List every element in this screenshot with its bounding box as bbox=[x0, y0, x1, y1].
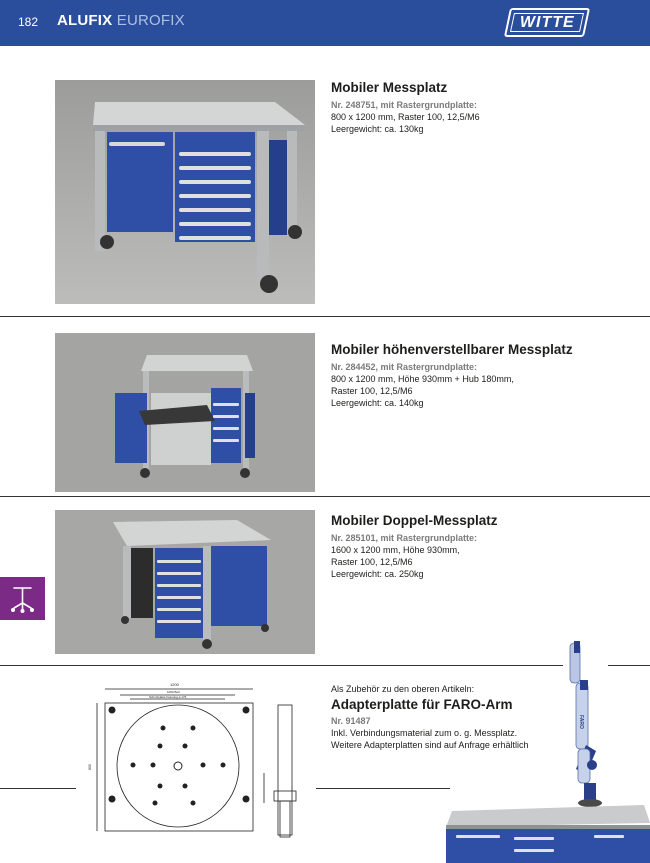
product-weight: Leergewicht: ca. 140kg bbox=[331, 398, 424, 408]
dim-width: 1200 bbox=[170, 682, 179, 687]
product-title: Mobiler höhenverstellbarer Messplatz bbox=[331, 342, 573, 357]
accessory-intro: Als Zubehör zu den oberen Artikeln: bbox=[331, 684, 475, 694]
dim-height: 800 bbox=[88, 764, 92, 770]
faro-label: FARO bbox=[578, 715, 584, 729]
brand-bold: ALUFIX bbox=[57, 12, 113, 29]
trolley-icon bbox=[0, 577, 45, 620]
product-spec: Inkl. Verbindungsmaterial zum o. g. Messplatz. bbox=[331, 728, 518, 738]
product-number: Nr. 248751, mit Rastergrundplatte: bbox=[331, 100, 478, 110]
dim-bolt: 1000 Bolt bbox=[167, 690, 180, 694]
product-block-1 bbox=[331, 79, 631, 135]
brand-light: EUROFIX bbox=[116, 12, 185, 29]
dim-socket: Schutzplatte Fassung ø 176 bbox=[149, 695, 187, 699]
brand-title bbox=[57, 12, 185, 29]
product-weight: Leergewicht: ca. 130kg bbox=[331, 124, 424, 134]
product-number: Nr. 91487 bbox=[331, 716, 371, 726]
product-spec: 800 x 1200 mm, Raster 100, 12,5/M6 bbox=[331, 112, 480, 122]
product-block-3 bbox=[331, 512, 631, 580]
logo-text: WITTE bbox=[519, 13, 575, 31]
section-divider bbox=[0, 788, 76, 789]
page-number: 182 bbox=[18, 15, 39, 29]
product-photo-messplatz bbox=[55, 80, 315, 304]
product-spec: 800 x 1200 mm, Höhe 930mm + Hub 180mm, bbox=[331, 374, 514, 384]
product-block-2 bbox=[331, 341, 631, 409]
faro-arm-photo bbox=[446, 635, 650, 863]
witte-logo bbox=[504, 8, 590, 37]
section-divider bbox=[0, 316, 650, 317]
product-spec: Raster 100, 12,5/M6 bbox=[331, 386, 413, 396]
product-title: Adapterplatte für FARO-Arm bbox=[331, 697, 513, 712]
product-spec: Weitere Adapterplatten sind auf Anfrage erhältlich bbox=[331, 740, 529, 750]
section-divider bbox=[316, 788, 450, 789]
product-number: Nr. 285101, mit Rastergrundplatte: bbox=[331, 533, 478, 543]
adapter-plate-sideview bbox=[258, 703, 318, 843]
page-header bbox=[0, 0, 650, 46]
product-number: Nr. 284452, mit Rastergrundplatte: bbox=[331, 362, 478, 372]
product-photo-doppel bbox=[55, 510, 315, 654]
product-weight: Leergewicht: ca. 250kg bbox=[331, 569, 424, 579]
category-tab[interactable] bbox=[0, 577, 45, 620]
product-spec: Raster 100, 12,5/M6 bbox=[331, 557, 413, 567]
product-spec: 1600 x 1200 mm, Höhe 930mm, bbox=[331, 545, 460, 555]
section-divider bbox=[0, 496, 650, 497]
product-photo-hoehenverstellbar bbox=[55, 333, 315, 492]
product-title: Mobiler Messplatz bbox=[331, 80, 448, 95]
product-title: Mobiler Doppel-Messplatz bbox=[331, 513, 498, 528]
